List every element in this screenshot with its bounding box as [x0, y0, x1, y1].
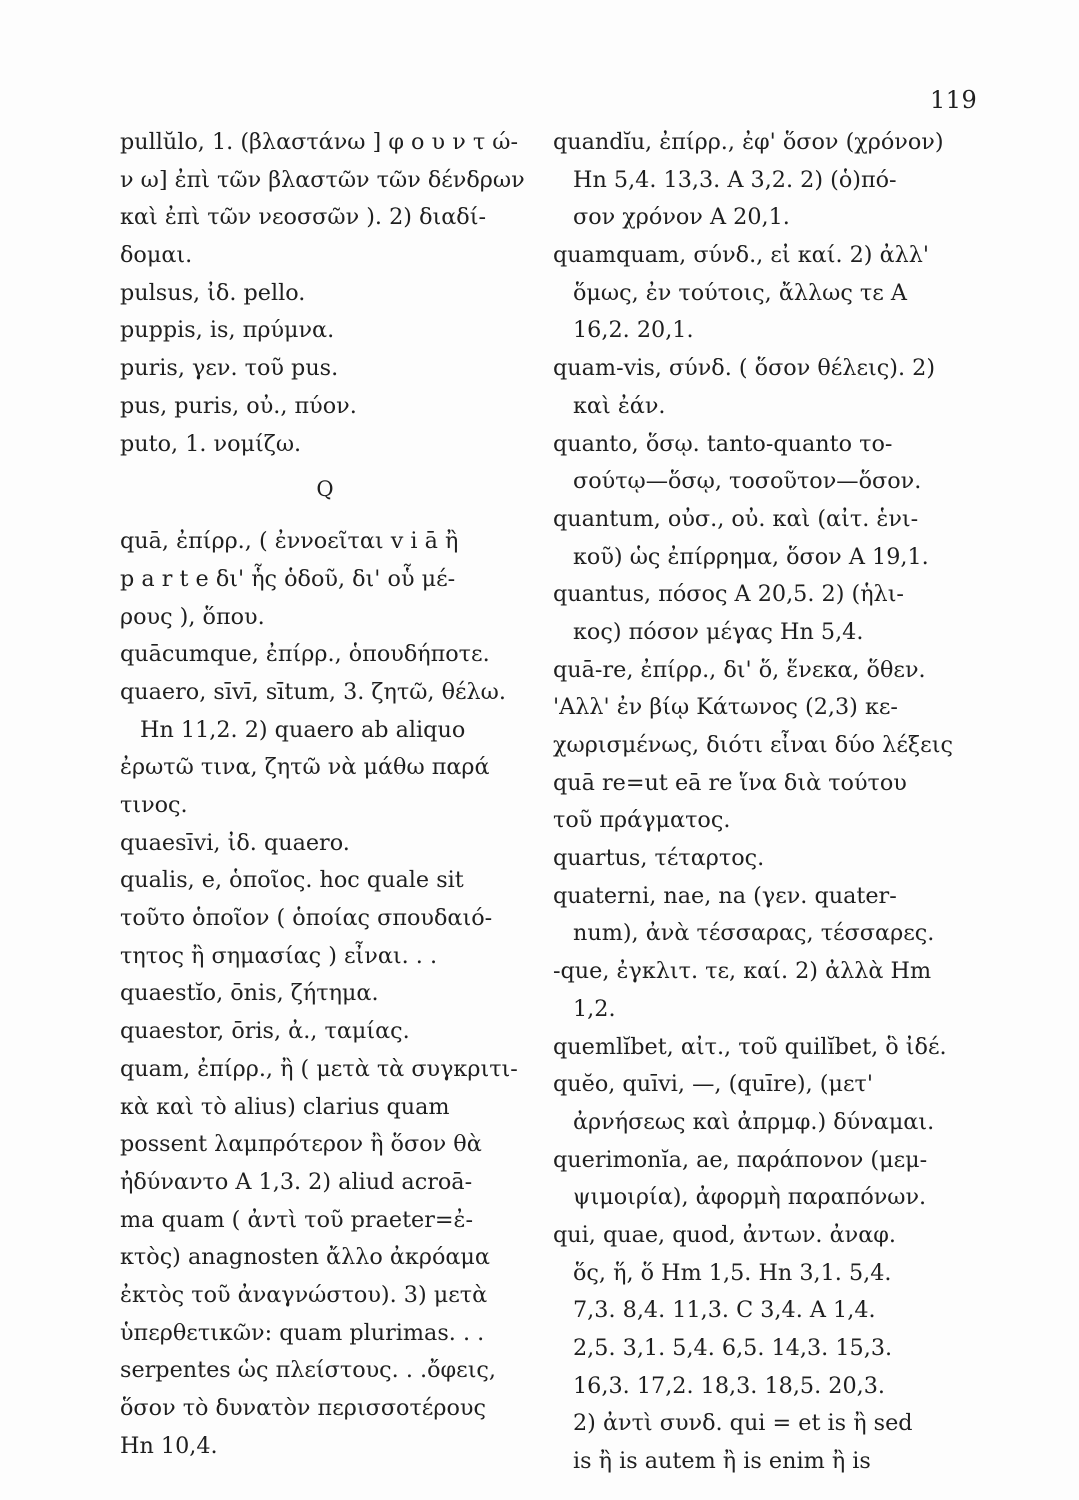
entry-line: pullŭlo, 1. (βλαστάνω ] φ ο υ ν τ ώ-: [120, 129, 518, 155]
entry-line: τοῦτο ὁποῖον ( ὁποίας σπουδαιό-: [120, 905, 493, 932]
entry-line: quaestor, ōris, ἀ., ταμίας.: [120, 1018, 410, 1045]
page-number: 119: [930, 86, 978, 114]
entry-line: num), ἀνὰ τέσσαρας, τέσσαρες.: [573, 920, 935, 947]
entry-line: 16,2. 20,1.: [573, 317, 694, 344]
entries-q-section-left: [120, 523, 550, 1465]
entry-line: quam, ἐπίρρ., ἢ ( μετὰ τὰ συγκριτι-: [120, 1055, 518, 1082]
entry-line: 7,3. 8,4. 11,3. C 3,4. A 1,4.: [573, 1297, 876, 1324]
entry-line: quam-vis, σύνδ. ( ὅσον θέλεις). 2): [553, 355, 936, 382]
entry-line: 2) ἀντὶ συνδ. qui = et is ἢ sed: [573, 1410, 913, 1437]
entry-line: qualis, e, ὁποῖος. hoc quale sit: [120, 867, 464, 894]
entry-line: σον χρόνον A 20,1.: [573, 204, 790, 231]
entry-line: pus, puris, οὐ., πύον.: [120, 392, 357, 419]
entry-line: quamquam, σύνδ., εἰ καί. 2) ἀλλ': [553, 242, 930, 269]
entries-p-section: [120, 124, 550, 463]
entry-line: quā-re, ἐπίρρ., δι' ὅ, ἕνεκα, ὅθεν.: [553, 656, 926, 683]
entry-line: quaesīvi, ἰδ. quaero.: [120, 829, 350, 856]
entry-line: ὅμως, ἐν τούτοις, ἄλλως τε A: [573, 279, 907, 306]
entry-line: quaero, sīvī, sītum, 3. ζητῶ, θέλω.: [120, 678, 506, 705]
entry-line: quā, ἐπίρρ., ( ἐννοεῖται v i ā ἢ: [120, 528, 459, 555]
entry-line: δομαι.: [120, 242, 193, 269]
entry-line: ἀρνήσεως καὶ ἀπρμφ.) δύναμαι.: [573, 1108, 935, 1135]
entry-line: κοῦ) ὡς ἐπίρρημα, ὅσον A 19,1.: [573, 543, 929, 570]
entry-line: καὶ ἐάν.: [573, 392, 666, 419]
entry-line: Hn 11,2. 2) quaero ab aliquo: [140, 716, 466, 743]
entry-line: 16,3. 17,2. 18,3. 18,5. 20,3.: [573, 1372, 886, 1399]
entry-line: τητος ἢ σημασίας ) εἶναι. . .: [120, 942, 438, 969]
entry-line: 2,5. 3,1. 5,4. 6,5. 14,3. 15,3.: [573, 1335, 893, 1361]
entry-line: quaestĭo, ōnis, ζήτημα.: [120, 980, 379, 1007]
entry-line: τινος.: [120, 792, 188, 818]
entry-line: ἐκτὸς τοῦ ἀναγνώστου). 3) μετὰ: [120, 1281, 488, 1308]
entry-line: ἠδύναντο A 1,3. 2) aliud acroā-: [120, 1168, 473, 1195]
entry-line: χωρισμένως, διότι εἶναι δύο λέξεις: [553, 732, 953, 758]
entry-line: qui, quae, quod, ἀντων. ἀναφ.: [553, 1221, 896, 1248]
entry-line: quemlĭbet, αἰτ., τοῦ quilĭbet, ὃ ἰδέ.: [553, 1033, 947, 1060]
entry-line: puto, 1. νομίζω.: [120, 430, 302, 457]
entry-line: quā re=ut eā re ἵνα διὰ τούτου: [553, 769, 907, 796]
entry-line: ν ω] ἐπὶ τῶν βλαστῶν τῶν δένδρων: [120, 166, 525, 193]
section-heading-q: Q: [316, 477, 334, 502]
entry-line: p a r t e δι' ἧς ὁδοῦ, δι' οὗ μέ-: [120, 565, 456, 592]
entry-line: possent λαμπρότερον ἢ ὅσον θὰ: [120, 1131, 482, 1158]
entry-line: ὅσον τὸ δυνατὸν περισσοτέρους: [120, 1395, 486, 1421]
entry-line: τοῦ πράγματος.: [553, 807, 731, 834]
entry-line: 1,2.: [573, 995, 616, 1022]
entries-q-section-right: [553, 124, 988, 1481]
entry-line: quandĭu, ἐπίρρ., ἐφ' ὅσον (χρόνον): [553, 129, 944, 155]
entry-line: querimonĭa, ae, παράπονον (μεμ-: [553, 1146, 928, 1173]
entry-line: 'Αλλ' ἐν βίῳ Κάτωνος (2,3) κε-: [553, 694, 898, 721]
entry-line: quantum, οὐσ., οὐ. καὶ (αἰτ. ἑνι-: [553, 505, 919, 532]
entry-line: Hn 10,4.: [120, 1432, 218, 1459]
entry-line: puris, γεν. τοῦ pus.: [120, 355, 339, 382]
entry-line: pulsus, ἰδ. pello.: [120, 279, 306, 306]
entry-line: quantus, πόσος A 20,5. 2) (ἡλι-: [553, 581, 904, 608]
entry-line: ψιμοιρία), ἀφορμὴ παραπόνων.: [573, 1184, 927, 1211]
entry-line: is ἢ is autem ἢ is enim ἢ is: [573, 1448, 871, 1475]
entry-line: κος) πόσον μέγας Hn 5,4.: [573, 618, 864, 645]
entry-line: σούτῳ—ὅσῳ, τοσοῦτον—ὅσον.: [573, 468, 922, 495]
entry-line: Hn 5,4. 13,3. A 3,2. 2) (ὁ)πό-: [573, 166, 897, 193]
entry-line: κὰ καὶ τὸ alius) clarius quam: [120, 1093, 450, 1120]
entry-line: puppis, is, πρύμνα.: [120, 317, 335, 344]
entry-line: quanto, ὅσῳ. tanto-quanto το-: [553, 430, 893, 457]
entry-line: ὑπερθετικῶν: quam plurimas. . .: [120, 1319, 485, 1346]
entry-line: ma quam ( ἀντὶ τοῦ praeter=ἐ-: [120, 1206, 474, 1233]
entry-line: quartus, τέταρτος.: [553, 845, 765, 872]
entry-line: -que, ἐγκλιτ. τε, καί. 2) ἀλλὰ Hm: [553, 958, 932, 985]
entry-line: ὅς, ἥ, ὅ Hm 1,5. Hn 3,1. 5,4.: [573, 1259, 892, 1286]
entry-line: quĕo, quīvi, —, (quīre), (μετ': [553, 1071, 873, 1098]
entry-line: quaterni, nae, na (γεν. quater-: [553, 882, 897, 909]
entry-line: ἐρωτῶ τινα, ζητῶ νὰ μάθω παρά: [120, 754, 490, 781]
entry-line: κτὸς) anagnosten ἄλλο ἀκρόαμα: [120, 1244, 490, 1271]
entry-line: ρους ), ὅπου.: [120, 603, 265, 630]
left-column: [120, 124, 550, 1465]
right-column: [553, 124, 988, 1481]
entry-line: quācumque, ἐπίρρ., ὁπουδήποτε.: [120, 641, 490, 668]
entry-line: καὶ ἐπὶ τῶν νεοσσῶν ). 2) διαδί-: [120, 204, 486, 231]
entry-line: serpentes ὡς πλείστους. . .ὄφεις,: [120, 1357, 497, 1384]
